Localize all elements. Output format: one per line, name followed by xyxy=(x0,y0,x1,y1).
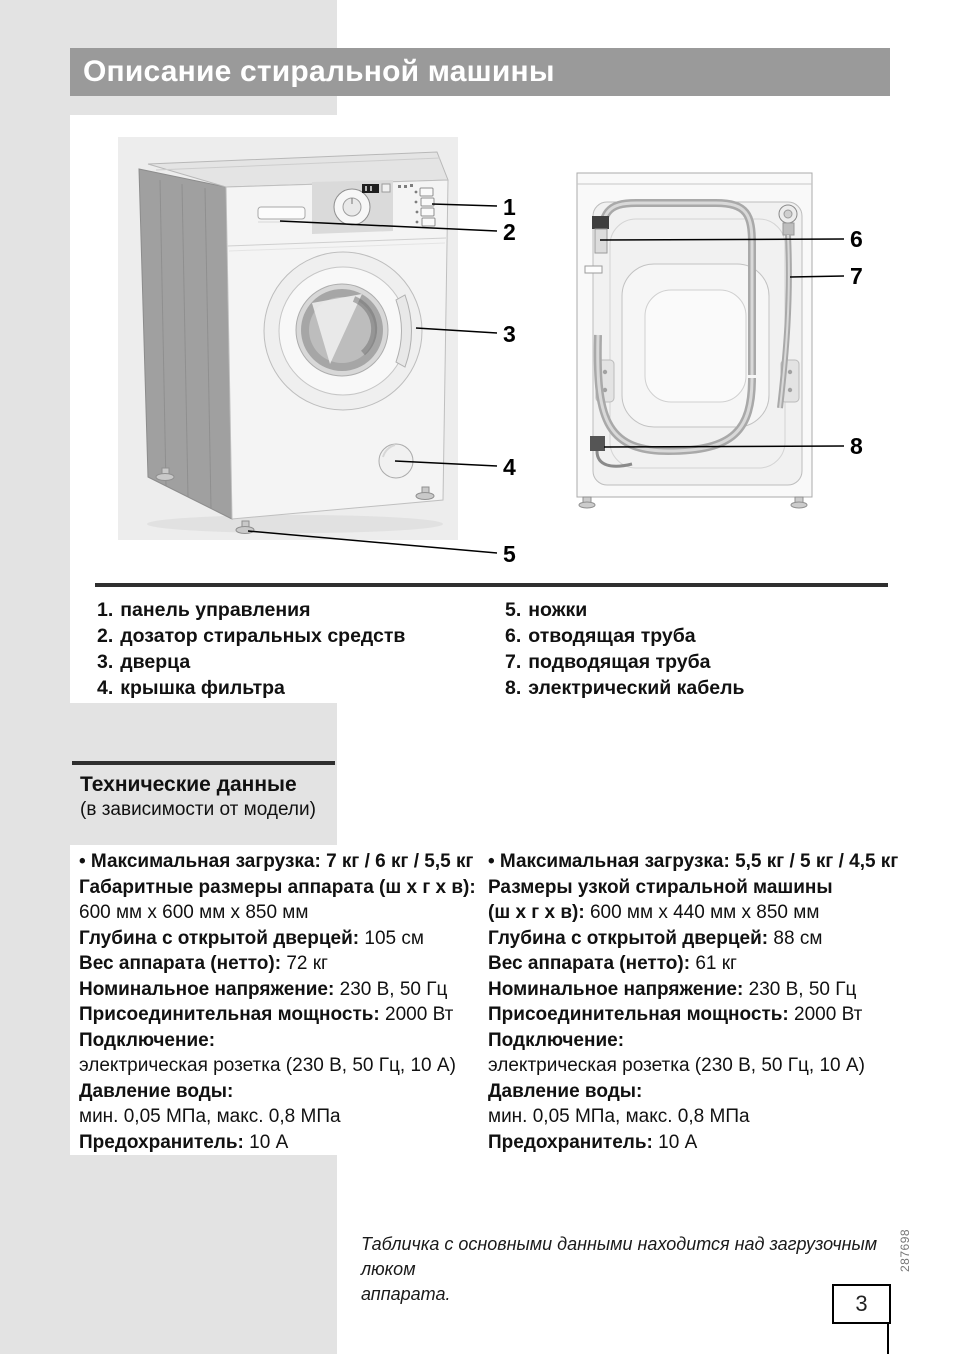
specs-column-right xyxy=(488,849,898,1155)
callout-number: 2 xyxy=(503,219,516,245)
door xyxy=(264,252,422,410)
spec-line: (ш х г х в): 600 мм х 440 мм х 850 мм xyxy=(488,902,820,923)
tech-divider-rule xyxy=(72,761,335,765)
spec-line: Вес аппарата (нетто): 61 кг xyxy=(488,953,737,974)
tech-data-title: Технические данные xyxy=(80,773,297,796)
washer-back-view-illustration xyxy=(577,173,812,508)
spec-line: Габаритные размеры аппарата (ш х г х в): xyxy=(79,876,476,898)
figures-illustration xyxy=(0,0,954,600)
spec-line: • Максимальная загрузка: 7 кг / 6 кг / 5,5 кг xyxy=(79,851,474,872)
spec-line: Глубина с открытой дверцей: 88 см xyxy=(488,927,823,949)
spec-line: 600 мм х 600 мм х 850 мм xyxy=(79,902,309,923)
spec-line: Давление воды: xyxy=(79,1080,234,1102)
spec-line: • Максимальная загрузка: 5,5 кг / 5 кг / 4,5 кг xyxy=(488,851,899,872)
callout-number: 5 xyxy=(503,541,516,567)
callout-number: 6 xyxy=(850,226,863,252)
spec-line: Глубина с открытой дверцей: 105 см xyxy=(79,927,424,949)
legend-item: 4. крышка фильтра xyxy=(97,677,285,699)
callout-number: 7 xyxy=(850,263,863,289)
spec-line: мин. 0,05 МПа, макс. 0,8 МПа xyxy=(488,1106,750,1127)
detergent-drawer xyxy=(258,207,305,219)
bottom-left-gray-block xyxy=(0,1155,337,1354)
callout-number: 8 xyxy=(850,433,863,459)
spec-line: Давление воды: xyxy=(488,1080,643,1102)
footer-note-line1: Табличка с основными данными находится над загрузочным люком xyxy=(361,1234,878,1279)
spec-line: Номинальное напряжение: 230 В, 50 Гц xyxy=(79,978,448,1000)
spec-line: Присоединительная мощность: 2000 Вт xyxy=(488,1004,863,1025)
legend-column-left xyxy=(97,597,405,701)
legend-divider-rule xyxy=(95,583,888,587)
spec-line: Предохранитель: 10 А xyxy=(488,1131,698,1153)
legend-item: 7. подводящая труба xyxy=(505,651,711,673)
spec-line: Присоединительная мощность: 2000 Вт xyxy=(79,1004,454,1025)
spec-line: Номинальное напряжение: 230 В, 50 Гц xyxy=(488,978,857,1000)
legend-column-right xyxy=(505,597,745,701)
footer-note-line2: аппарата. xyxy=(361,1284,451,1304)
spec-line: Размеры узкой стиральной машины xyxy=(488,876,833,898)
washer-front-view-illustration xyxy=(118,137,458,540)
legend-item: 3. дверца xyxy=(97,651,191,673)
back-feet xyxy=(579,497,807,508)
document-code: 287698 xyxy=(898,1228,912,1272)
callout-number: 3 xyxy=(503,321,516,347)
callout-number: 1 xyxy=(503,194,516,220)
legend-item: 5. ножки xyxy=(505,599,588,621)
spec-line: Предохранитель: 10 А xyxy=(79,1131,289,1153)
page-title: Описание стиральной машины xyxy=(83,55,555,88)
page-number-tick-line xyxy=(887,1322,889,1354)
spec-line: Подключение: xyxy=(79,1029,216,1051)
spec-line: электрическая розетка (230 В, 50 Гц, 10 А) xyxy=(488,1055,865,1076)
legend-item: 8. электрический кабель xyxy=(505,677,745,699)
legend-item: 6. отводящая труба xyxy=(505,625,696,647)
legend-item: 2. дозатор стиральных средств xyxy=(97,625,406,647)
spec-line: мин. 0,05 МПа, макс. 0,8 МПа xyxy=(79,1106,341,1127)
spec-line: Вес аппарата (нетто): 72 кг xyxy=(79,953,328,974)
footer-note xyxy=(361,1232,891,1307)
callout-number: 4 xyxy=(503,454,516,480)
tech-data-subtitle: (в зависимости от модели) xyxy=(80,799,316,820)
legend-item: 1. панель управления xyxy=(97,599,311,621)
back-callout-numbers xyxy=(850,226,863,459)
front-callout-numbers xyxy=(503,194,516,567)
page-number: 3 xyxy=(855,1291,868,1316)
spec-line: Подключение: xyxy=(488,1029,625,1051)
page-number-box xyxy=(832,1284,891,1324)
spec-line: электрическая розетка (230 В, 50 Гц, 10 А) xyxy=(79,1055,456,1076)
specs-column-left xyxy=(79,849,476,1155)
